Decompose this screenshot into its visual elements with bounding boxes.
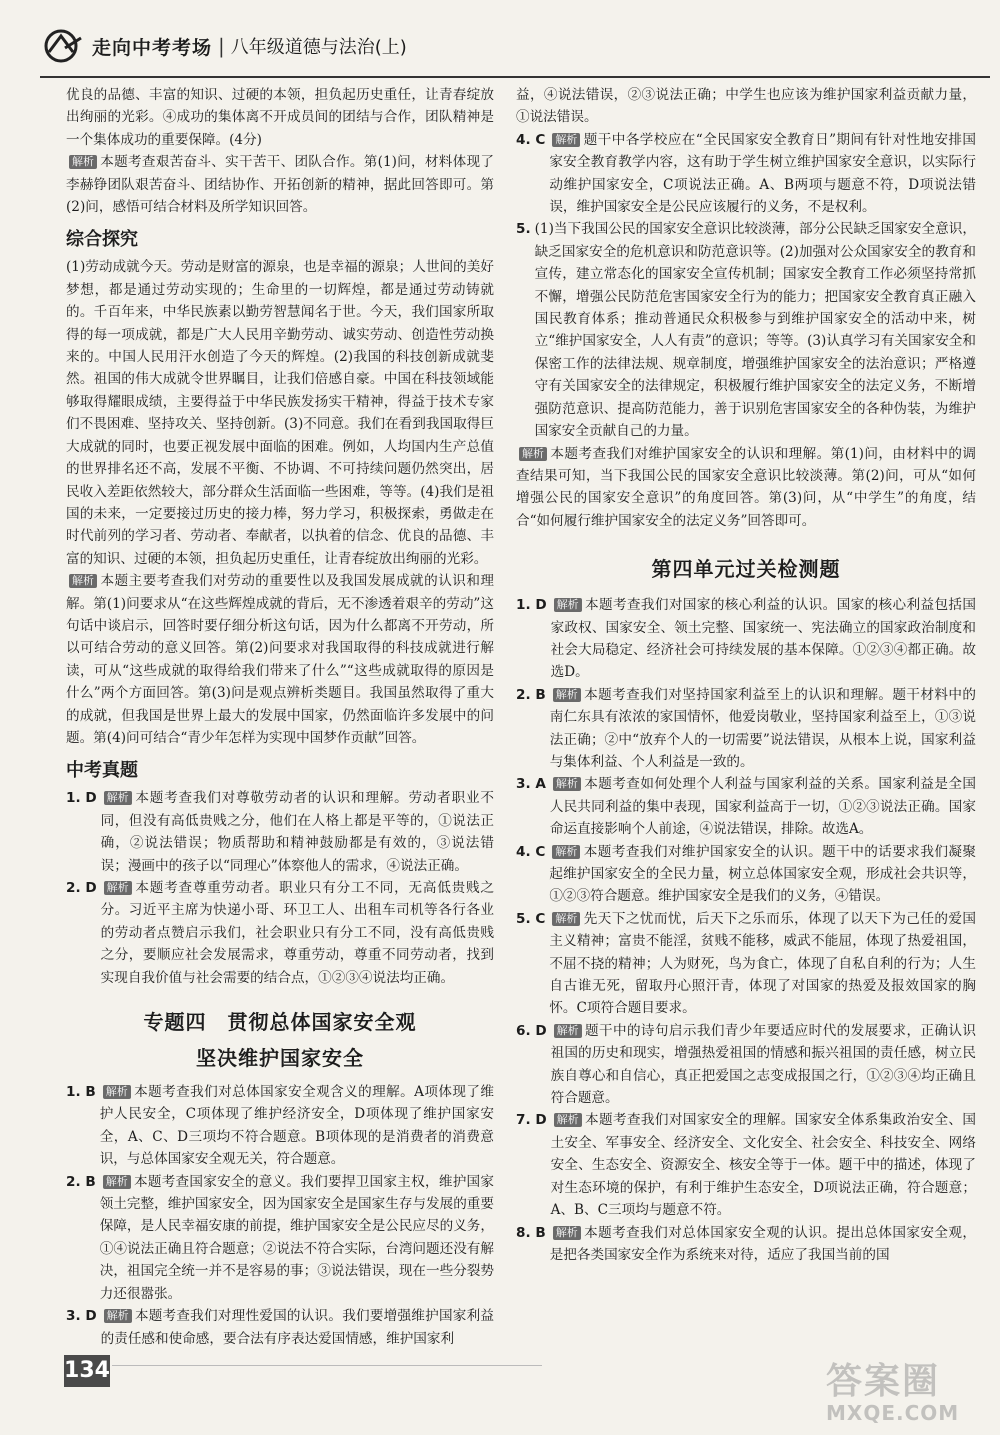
list-item: [516, 594, 976, 684]
item-index: 6. D: [516, 1022, 547, 1039]
item-index: 3. A: [516, 776, 546, 793]
item-text: 本题考查国家安全的意义。我们要捍卫国家主权，维护国家领土完整，维护国家安全，因为国家安全是国家生存与发展的重要保障，是人民幸福安康的前提，维护国家安全是公民应尽的义务，①④说法正确且符合题意；②说法不符合实际，台湾问题还没有解决，祖国完全统一并不是容易的事；③说法错误，现在一些分裂势力还很嚣张。: [99, 1173, 494, 1302]
section-heading-explore: 综合探究: [66, 229, 138, 251]
item-index: 8. B: [516, 1224, 546, 1241]
list-item: [516, 129, 976, 219]
item-text: 本题考查我们对坚持国家利益至上的认识和理解。题干材料中的南仁东具有浓浓的家国情怀，他爱岗敬业，坚持国家利益至上，①③说法正确；②中“放弃个人的一切需要”说法错误，从根本上说，国家利益与集体利益、个人利益是一致的。: [549, 686, 976, 770]
item-text: 本题考查我们对理性爱国的认识。我们要增强维护国家利益的责任感和使命感，要合法有序表达爱国情感，维护国家利: [100, 1308, 494, 1347]
explore-analysis: 解析 本题主要考查我们对劳动的重要性以及我国发展成就的认识和理解。第(1)问要求从“在这些辉煌成就的背后，无不渗透着艰辛的劳动”这句话中谈启示，回答时要仔细分析这句话，因为什么都离不开劳动，所以可结合劳动的意义回答。第(2)问要求对我国取得的科技成就进行解读，可从“这些成就的取得给我们带来了什么”“这些成就取得的原因是什么”两个方面回答。第(3)问是观点辨析类题目。我国虽然取得了重大的成就，但我国是世界上最大的发展中国家，仍然面临许多发展中的问题。第(4)问可结合“青少年怎样为实现中国梦作贡献”回答。: [66, 573, 494, 746]
item-text: 本题考查我们对总体国家安全观的认识。提出总体国家安全观，是把各类国家安全作为系统来对待，适应了我国当前的国: [549, 1224, 976, 1263]
item-index: 7. D: [516, 1112, 547, 1129]
analysis-tag: 解析: [69, 155, 97, 169]
header-divider: [40, 76, 990, 78]
page-number: 134: [64, 1355, 110, 1387]
list-item: [516, 1109, 976, 1221]
intro-paragraph: 优良的品德、丰富的知识、过硬的本领，担负起历史重任，让青春绽放出绚丽的光彩。④成功的集体离不开成员间的团结与合作，团队精神是一个集体成功的重要保障。(4分): [66, 87, 494, 148]
analysis-tag: 解析: [553, 777, 581, 791]
analysis-tag: 解析: [554, 598, 582, 612]
section-heading-exam: 中考真题: [66, 760, 138, 782]
left-column: [66, 84, 494, 1350]
list-item: [516, 218, 976, 442]
item-text: 题干中的诗句启示我们青少年要适应时代的发展要求，正确认识祖国的历史和现实，增强热爱祖国的情感和振兴祖国的责任感，树立民族自尊心和自信心，真正把爱国之志变成报国之行，①②③④均正确且符合题意。: [550, 1022, 976, 1107]
analysis-tag: 解析: [104, 791, 132, 805]
brand-name: 走向中考考场: [92, 36, 213, 59]
item-index: 5. C: [516, 910, 546, 927]
item-text: 本题考查我们对尊敬劳动者的认识和理解。劳动者职业不同，但没有高低贵贱之分，他们在人格上都是平等的，①说法正确，②说法错误；物质帮助和精神鼓励都是有效的，③说法错误；漫画中的孩子以“同理心”体察他人的需求，④说法正确。: [100, 790, 494, 874]
intro-analysis: 解析 本题考查艰苦奋斗、实干苦干、团队合作。第(1)问，材料体现了李赫铮团队艰苦奋斗、团结协作、开拓创新的精神，据此回答即可。第(2)问，感悟可结合材料及所学知识回答。: [66, 154, 494, 216]
analysis-tag: 解析: [69, 574, 97, 588]
item-text: 本题考查我们对国家安全的理解。国家安全体系集政治安全、国土安全、军事安全、经济安全、文化安全、社会安全、科技安全、网络安全、生态安全、资源安全、核安全等于一体。题干中的描述，体现了对生态环境的保护，有利于维护生态安全，D项说法正确，符合题意；A、B、C三项均与题意不符。: [550, 1112, 976, 1219]
item-text: 本题考查我们对国家的核心利益的认识。国家的核心利益包括国家政权、国家安全、领土完整、国家统一、宪法确立的国家政治制度和社会大局稳定、经济社会可持续发展的基本保障。①②③④都正确。故选D。: [550, 597, 976, 681]
item-index: 2. B: [516, 686, 546, 703]
footer-divider: [112, 1365, 542, 1366]
header-separator: |: [218, 34, 225, 58]
item-text: 本题考查我们对总体国家安全观含义的理解。A项体现了维护人民安全，C项体现了维护经济安全，D项体现了维护国家安全，A、C、D三项均不符合题意。B项体现的是消费者的消费意识，与总体国家安全观无关，符合题意。: [99, 1084, 494, 1168]
item-text: 先天下之忧而忧，后天下之乐而乐，体现了以天下为己任的爱国主义精神；富贵不能淫，贫贱不能移，威武不能屈，体现了热爱祖国，不屈不挠的精神；人为财死，鸟为食亡，体现了自私自利的行为；人生自古谁无死，留取丹心照汗青，体现了对国家的热爱及报效国家的胸怀。C项符合题目要求。: [549, 910, 976, 1017]
right-column: [516, 84, 976, 1266]
topic-subtitle: 坚决维护国家安全: [196, 1046, 364, 1071]
list-item: [66, 1171, 494, 1305]
page-header: [40, 18, 980, 74]
item-text: 本题考查我们对维护国家安全的认识。题干中的话要求我们凝聚起维护国家安全的全民力量，树立总体国家安全观，形成社会共识等，①②③符合题意。维护国家安全是我们的义务，④错误。: [549, 843, 976, 905]
list-item: [516, 1222, 976, 1267]
item5-analysis: 解析 本题考查我们对维护国家安全的认识和理解。第(1)问，由材料中的调查结果可知，当下我国公民的国家安全意识比较淡薄。第(2)问，可从“如何增强公民的国家安全意识”的角度回答。第(3)问，从“中学生”的角度，结合“如何履行维护国家安全的法定义务”回答即可。: [516, 445, 976, 529]
explore-answer: (1)劳动成就今天。劳动是财富的源泉，也是幸福的源泉；人世间的美好梦想，都是通过劳动实现的；生命里的一切辉煌，都是通过劳动铸就的。千百年来，中华民族素以勤劳智慧闻名于世。今天，我们国家所取得的每一项成就，都是广大人民用辛勤劳动、诚实劳动、创造性劳动换来的。中国人民用汗水创造了今天的辉煌。(2)我国的科技创新成就斐然。祖国的伟大成就令世界瞩目，让我们倍感自豪。中国在科技领域能够取得耀眼成绩，主要得益于中华民族发扬实干精神，得益于技术专家们不畏困难、坚持攻关、坚持创新。(3)不同意。我们在看到我国取得巨大成就的同时，也要正视发展中面临的困难。例如，人均国内生产总值的世界排名还不高，发展不平衡、不协调、不可持续问题仍然突出，居民收入差距依然较大，部分群众生活面临一些困难，等等。(4)我们是祖国的未来，一定要接过历史的接力棒，努力学习，积极探索，勇做走在时代前列的学习者、劳动者、奉献者，以执着的信念、优良的品德、丰富的知识、过硬的本领，担负起历史重任，让青春绽放出绚丽的光彩。: [66, 259, 494, 567]
analysis-tag: 解析: [552, 845, 580, 859]
analysis-tag: 解析: [553, 688, 581, 702]
item-index: 1. D: [516, 597, 547, 614]
list-item: [516, 908, 976, 1020]
analysis-tag: 解析: [103, 1175, 131, 1189]
analysis-tag: 解析: [554, 1024, 582, 1038]
list-item: [516, 684, 976, 774]
analysis-tag: 解析: [104, 881, 132, 895]
analysis-tag: 解析: [519, 447, 547, 461]
list-item: [66, 877, 494, 989]
analysis-tag: 解析: [553, 1226, 581, 1240]
item-index: 1. B: [66, 1084, 96, 1101]
site-watermark: [826, 1362, 986, 1428]
analysis-tag: 解析: [552, 133, 580, 147]
list-item: [516, 1020, 976, 1110]
analysis-tag: 解析: [554, 1113, 582, 1127]
unit-title: 第四单元过关检测题: [651, 557, 841, 582]
item-index: 4. C: [516, 843, 546, 860]
topic-title: 专题四 贯彻总体国家安全观: [143, 1010, 417, 1035]
analysis-tag: 解析: [104, 1309, 132, 1323]
item-index: 3. D: [66, 1308, 97, 1325]
continued-text: 益，④说法错误，②③说法正确；中学生也应该为维护国家利益贡献力量，①说法错误。: [516, 87, 976, 126]
item-index: 5.: [516, 221, 531, 238]
list-item: [66, 1081, 494, 1171]
analysis-tag: 解析: [103, 1085, 131, 1099]
item-text: (1)当下我国公民的国家安全意识比较淡薄，部分公民缺乏国家安全意识，缺乏国家安全的危机意识和防范意识等。(2)加强对公众国家安全的教育和宣传，建立常态化的国家安全宣传机制；国家安全教育工作必须坚持常抓不懈，增强公民防范危害国家安全行为的能力；把国家安全教育真正融入国民教育体系；推动普通民众积极参与到维护国家安全的活动中来，树立“维护国家安全，人人有责”的意识；等等。(3)认真学习有关国家安全和保密工作的法律法规、规章制度，增强维护国家安全的法治意识；严格遵守有关国家安全的法律规定，积极履行维护国家安全的法定义务，不断增强防范意识、提高防范能力，善于识别危害国家安全的各种伪装，为维护国家安全贡献自己的力量。: [534, 221, 976, 440]
item-text: 本题考查尊重劳动者。职业只有分工不同，无高低贵贱之分。习近平主席为快递小哥、环卫工人、出租车司机等各行各业的劳动者点赞启示我们，社会职业只有分工不同，没有高低贵贱之分，要顺应社会发展需求，尊重劳动，尊重不同劳动者，找到实现自我价值与社会需要的结合点，①②③④说法均正确。: [100, 880, 494, 986]
book-title: 八年级道德与法治(上): [230, 37, 407, 58]
watermark-logo-text: 答案圈: [826, 1361, 941, 1402]
item-index: 1. D: [66, 790, 97, 807]
list-item: [66, 787, 494, 877]
analysis-tag: 解析: [552, 912, 580, 926]
item-index: 4. C: [516, 131, 546, 148]
item-index: 2. D: [66, 880, 97, 896]
list-item: [516, 841, 976, 908]
list-item: [66, 1305, 494, 1350]
item-index: 2. B: [66, 1173, 96, 1190]
brand-logo-icon: [40, 26, 86, 66]
item-text: 题干中各学校应在“全民国家安全教育日”期间有针对性地安排国家安全教育教学内容，这有助于学生树立维护国家安全意识，以实际行动维护国家安全，C项说法正确。A、B两项与题意不符，D项说法错误，维护国家安全是公民应该履行的义务，不是权利。: [549, 131, 976, 216]
list-item: [516, 773, 976, 840]
item-text: 本题考查如何处理个人利益与国家利益的关系。国家利益是全国人民共同利益的集中表现，国家利益高于一切，①②③说法正确。国家命运直接影响个人前途，④说法错误，排除。故选A。: [549, 776, 976, 838]
watermark-url: MXQE.COM: [826, 1401, 960, 1425]
